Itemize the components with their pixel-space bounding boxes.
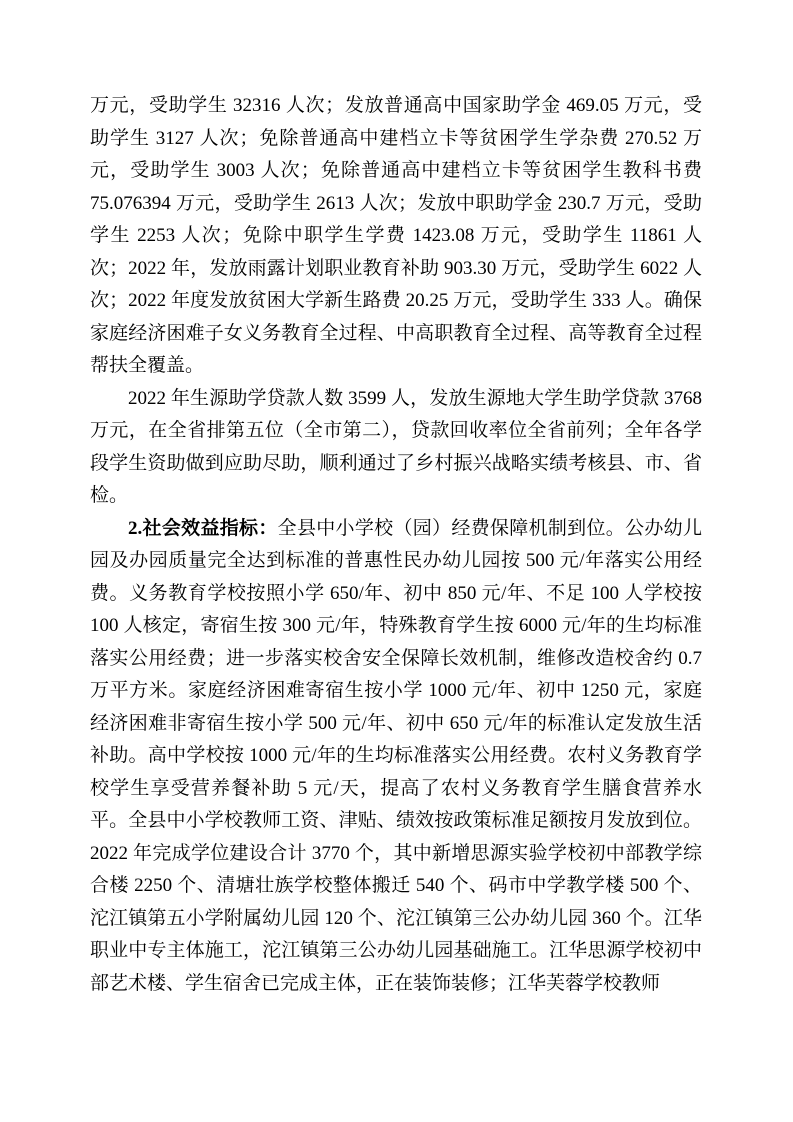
- paragraph-text: 全县中小学校（园）经费保障机制到位。公办幼儿园及办园质量完全达到标准的普惠性民办幼儿园按 500 元/年落实公用经费。义务教育学校按照小学 650/年、初中 850 元/年、不足 100 人学校按 100 人核定，寄宿生按 300 元/年，特殊教育学生按 6000 元/年的生均标准落实公用经费；进一步落实校舍安全保障长效机制，维修改造校舍约 0.7 万平方米。家庭经济困难寄宿生按小学 1000 元/年、初中 1250 元，家庭经济困难非寄宿生按小学 500 元/年、初中 650 元/年的标准认定发放生活补助。高中学校按 1000 元/年的生均标准落实公用经费。农村义务教育学校学生享受营养餐补助 5 元/天，提高了农村义务教育学生膳食营养水平。全县中小学校教师工资、津贴、绩效按政策标准足额按月发放到位。2022 年完成学位建设合计 3770 个，其中新增思源实验学校初中部教学综合楼 2250 个、清塘壮族学校整体搬迁 540 个、码市中学教学楼 500 个、沱江镇第五小学附属幼儿园 120 个、沱江镇第三公办幼儿园 360 个。江华职业中专主体施工，沱江镇第三公办幼儿园基础施工。江华思源学校初中部艺术楼、学生宿舍已完成主体，正在装饰装修；江华芙蓉学校教师: [90, 517, 702, 994]
- section-heading-social-benefit: 2.社会效益指标：: [128, 517, 278, 539]
- paragraph-loan-summary: 2022 年生源助学贷款人数 3599 人，发放生源地大学生助学贷款 3768 万元，在全省排第五位（全市第二），贷款回收率位全省前列；全年各学段学生资助做到应助尽助，顺利通过了乡村振兴战略实绩考核县、市、省检。: [90, 387, 702, 506]
- paragraph-continuation: 万元，受助学生 32316 人次；发放普通高中国家助学金 469.05 万元，受助学生 3127 人次；免除普通高中建档立卡等贫困学生学杂费 270.52 万元，受助学生 3003 人次；免除普通高中建档立卡等贫困学生教科书费 75.076394 万元，受助学生 2613 人次；发放中职助学金 230.7 万元，受助学生 2253 人次；免除中职学生学费 1423.08 万元，受助学生 11861 人次；2022 年，发放雨露计划职业教育补助 903.30 万元，受助学生 6022 人次；2022 年度发放贫困大学新生路费 20.25 万元，受助学生 333 人。确保家庭经济困难子女义务教育全过程、中高职教育全过程、高等教育全过程帮扶全覆盖。: [90, 95, 702, 376]
- paragraph-social-benefit: [90, 513, 702, 1001]
- document-body: [90, 90, 702, 1000]
